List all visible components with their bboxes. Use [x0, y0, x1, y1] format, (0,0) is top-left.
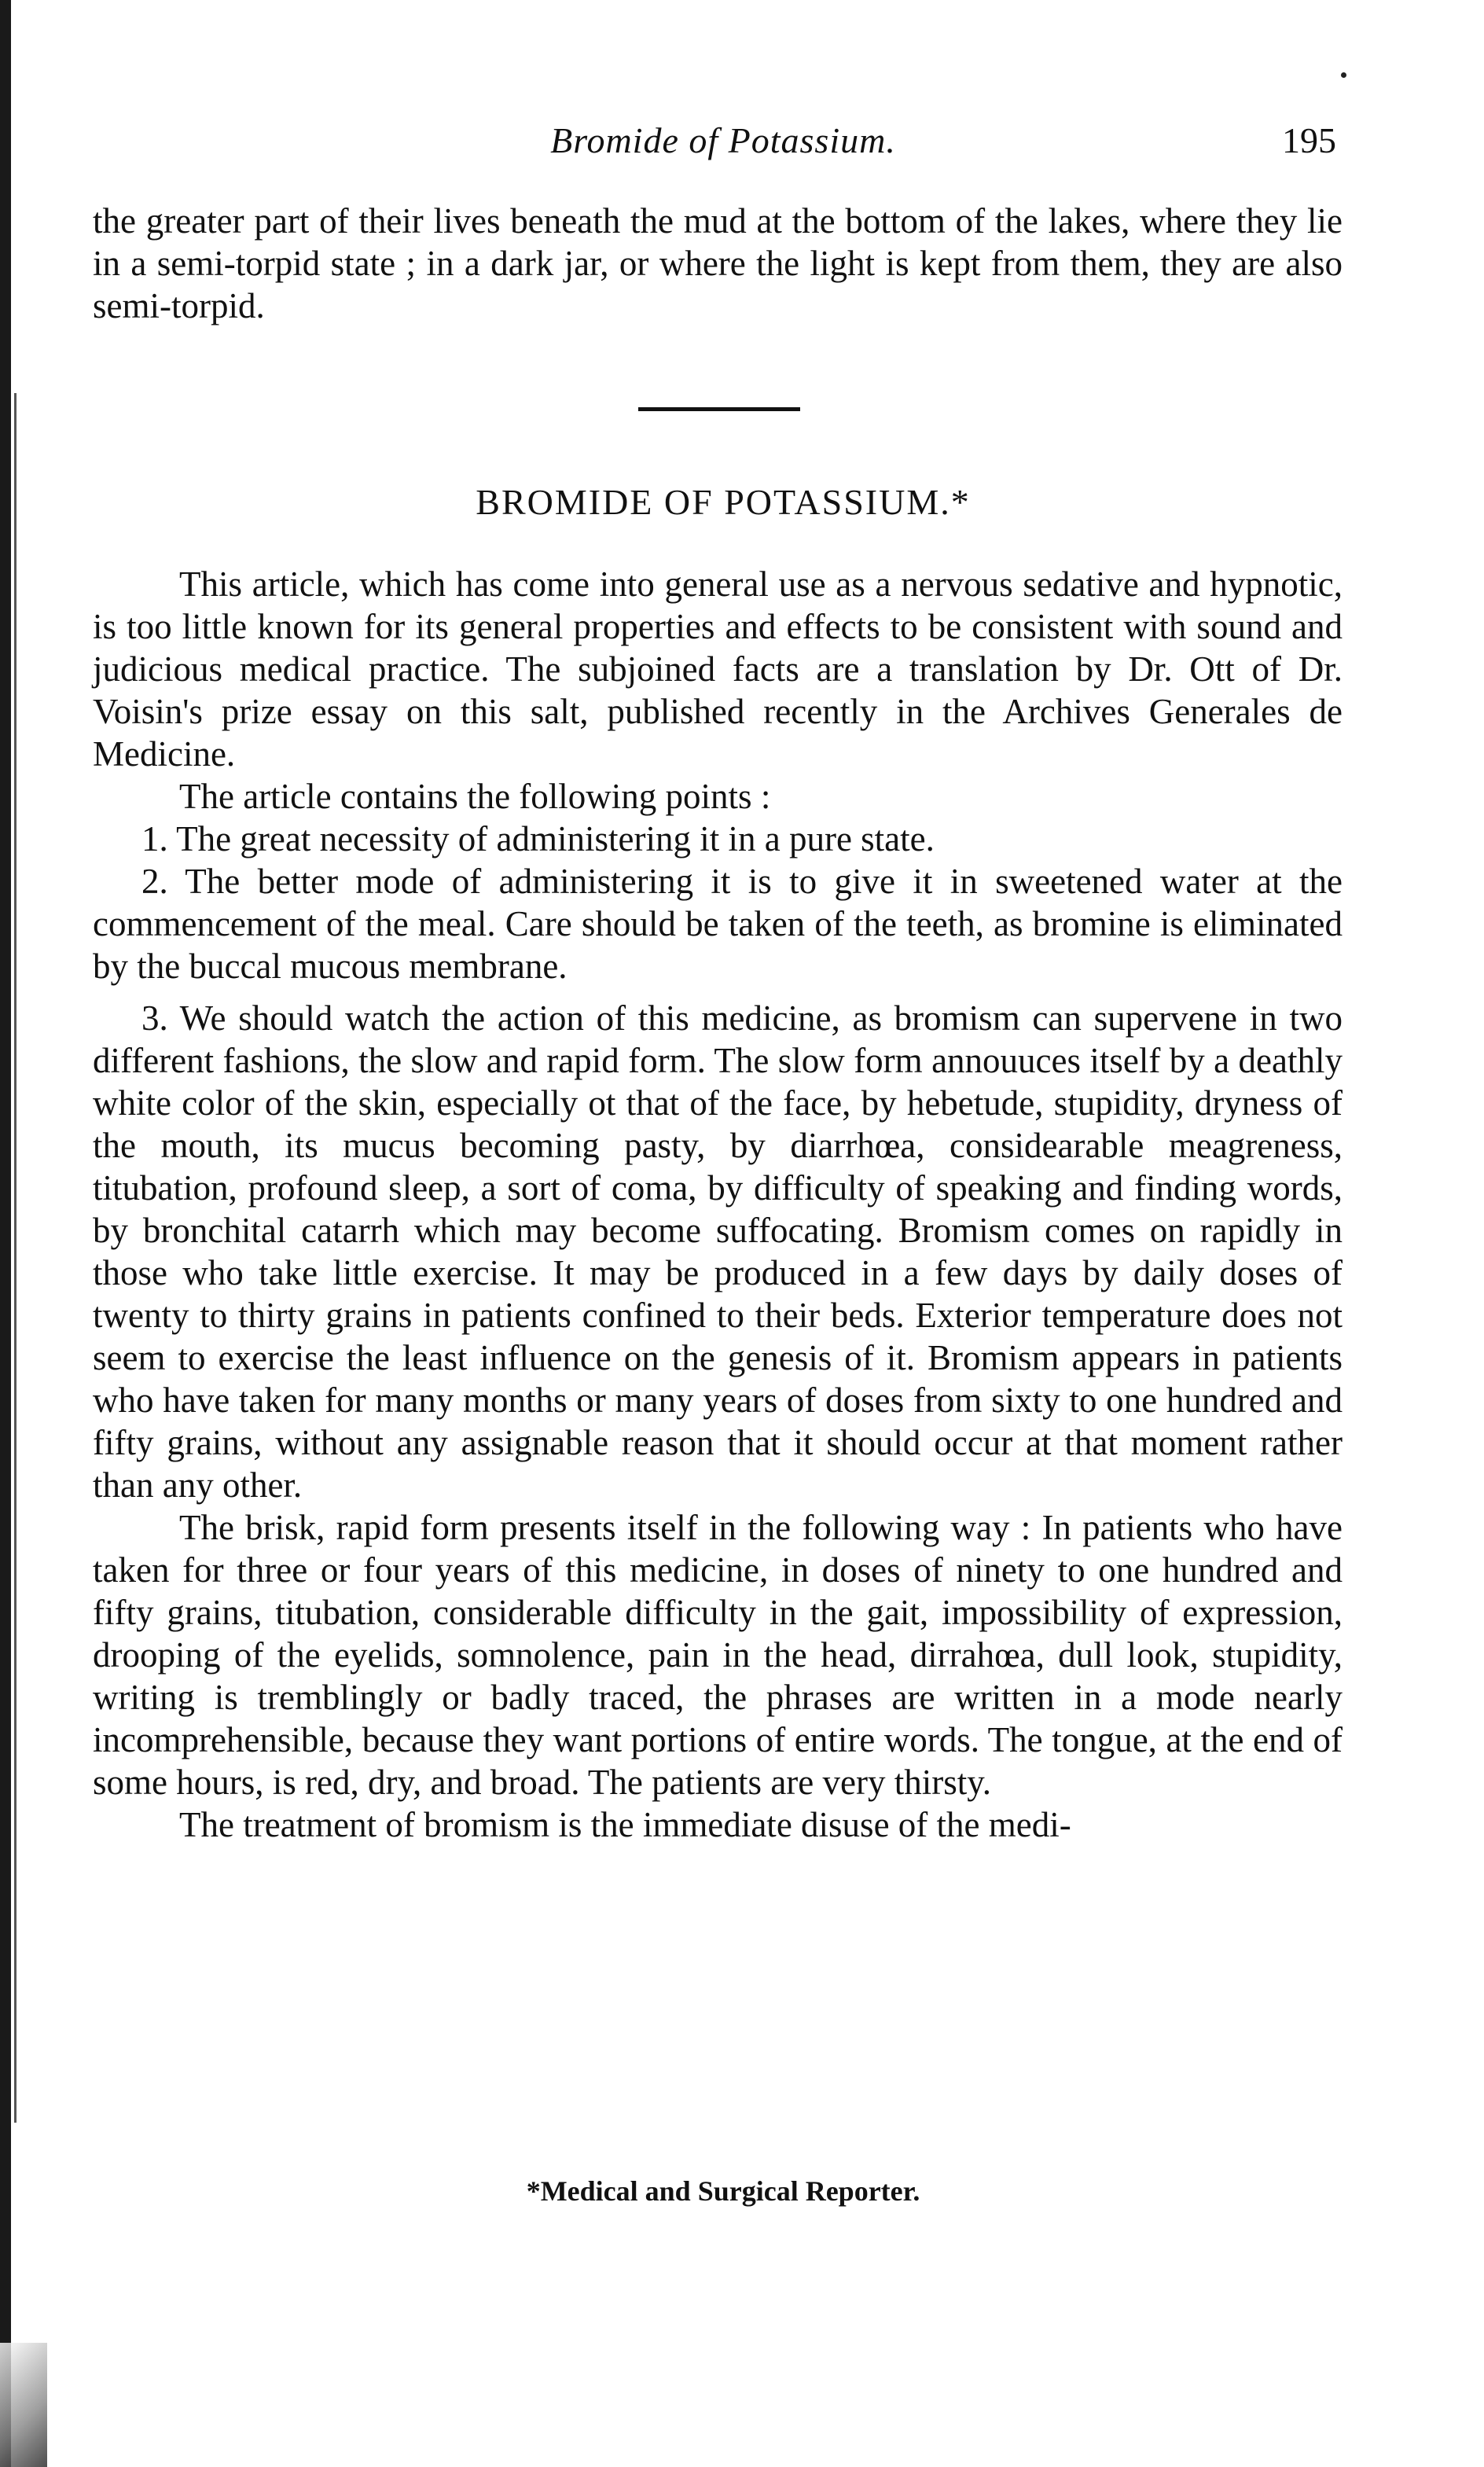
page-number: 195: [1282, 120, 1336, 160]
footnote: *Medical and Surgical Reporter.: [526, 2175, 920, 2207]
page-corner-shadow: [0, 2343, 47, 2467]
paragraph-rapid-form: The brisk, rapid form presents itself in the following way : In patients who have taken for three or four years of this medicine, in doses of ninety to one hundred and fifty grains, titubation, considerable difficulty in the gait, impossibility of expression, drooping of the eyelids, somnolence, pain in the head, dirrahœa, dull look, stupidity, writing is tremblingly or badly traced, the phrases are written in a mode nearly incomprehensible, because they want portions of entire words. The tongue, at the end of some hours, is red, dry, and broad. The patients are very thirsty.: [93, 1508, 1343, 1802]
paragraph-treatment: The treatment of bromism is the immediate disuse of the medi-: [179, 1805, 1071, 1844]
ink-speck: [1341, 72, 1346, 78]
section-divider-rule: [638, 407, 800, 411]
page-binding-edge: [0, 0, 11, 2467]
page-header: [110, 119, 1336, 175]
page-binding-shadow: [14, 393, 17, 2123]
article-body: [93, 563, 1343, 1846]
list-item-point-3: 3. We should watch the action of this medicine, as bromism can supervene in two different fashions, the slow and rapid form. The slow form annouuces itself by a deathly white color of the skin, especially ot that of the face, by hebetude, stupidity, dryness of the mouth, its mucus becoming pasty, by diarrhœa, considearable meagreness, titubation, profound sleep, a sort of coma, by difficulty of speaking and finding words, by bronchital catarrh which may become suffocating. Bromism comes on rapidly in those who take little exercise. It may be produced in a few days by daily doses of twenty to thirty grains in patients confined to their beds. Exterior temperature does not seem to exercise the least influence on the genesis of it. Bromism appears in patients who have taken for many months or many years of doses from sixty to one hundred and fifty grains, without any assignable reason that it should occur at that moment rather than any other.: [93, 998, 1343, 1505]
list-item-point-2: 2. The better mode of administering it is to give it in sweetened water at the commencement of the meal. Care should be taken of the teeth, as bromine is eliminated by the buccal mucous membrane.: [93, 862, 1343, 986]
section-title: BROMIDE OF POTASSIUM.*: [476, 482, 971, 522]
list-item-point-1: 1. The great necessity of administering it in a pure state.: [141, 819, 935, 858]
paragraph-points-intro: The article contains the following points :: [179, 777, 771, 816]
intro-paragraph: the greater part of their lives beneath the mud at the bottom of the lakes, where they lie in a semi-torpid state ; in a dark jar, or where the light is kept from them, they are also semi-torpid.: [93, 201, 1343, 325]
paragraph-introduction: This article, which has come into general use as a nervous sedative and hypnotic, is too little known for its general properties and effects to be consistent with sound and judicious medical practice. The subjoined facts are a translation by Dr. Ott of Dr. Voisin's prize essay on this salt, published recently in the Archives Generales de Medicine.: [93, 564, 1343, 774]
running-title: Bromide of Potassium.: [550, 120, 896, 160]
